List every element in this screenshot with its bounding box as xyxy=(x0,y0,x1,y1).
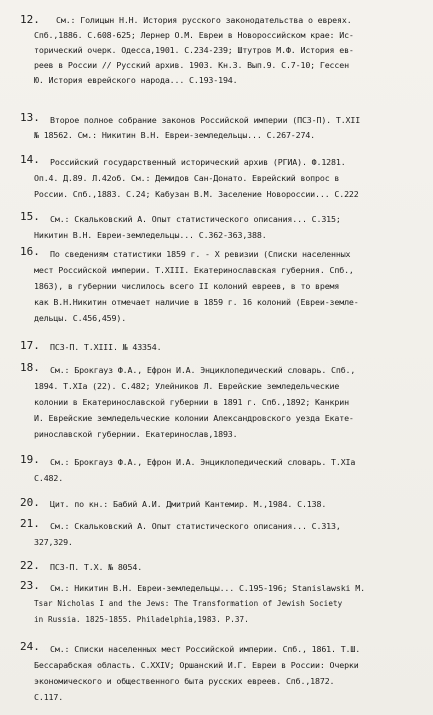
footnote-line: ПСЗ-П. Т.X. № 8054. xyxy=(50,562,143,572)
footnote-number: 12. xyxy=(20,13,40,26)
footnote-line: № 18562. См.: Никитин В.Н. Евреи-земледельцы... С.267-274. xyxy=(34,130,316,140)
footnote-line: См.: Скальковский А. Опыт статистического описания... С.313, xyxy=(50,521,341,531)
footnote-line: мест Российской империи. Т.XIII. Екатеринославская губерния. Спб., xyxy=(34,265,354,275)
footnote-line: России. Спб.,1883. С.24; Кабузан В.М. Заселение Новороссии... С.222 xyxy=(34,189,359,199)
footnote-line: реев в России // Русский архив. 1903. Кн.3. Вып.9. С.7-10; Гессен xyxy=(34,60,349,70)
footnote-line: 327,329. xyxy=(34,537,73,547)
footnote-number: 15. xyxy=(20,210,40,223)
footnote-line: ринославской губернии. Екатеринослав,1893. xyxy=(34,429,238,439)
footnote-line: колонии в Екатеринославской губернии в 1891 г. Спб.,1892; Канкрин xyxy=(34,397,349,407)
footnote-number: 24. xyxy=(20,640,40,653)
footnote-number: 16. xyxy=(20,245,40,258)
footnote-number: 19. xyxy=(20,453,40,466)
footnote-line: Никитин В.Н. Евреи-земледельцы... С.362-363,388. xyxy=(34,230,267,240)
footnote-line: Tsar Nicholas I and the Jews: The Transformation of Jewish Society xyxy=(34,599,343,608)
footnote-line: 1894. Т.XIa (22). С.482; Улейников Л. Еврейские земледельческие xyxy=(34,381,340,391)
footnote-line: Второе полное собрание законов Российской империи (ПСЗ-П). Т.XII xyxy=(50,115,361,125)
footnote-line: См.: Брокгауз Ф.А., Ефрон И.А. Энциклопедический словарь. Спб., xyxy=(50,365,356,375)
footnote-number: 22. xyxy=(20,559,40,572)
footnote-number: 23. xyxy=(20,579,40,592)
footnote-line: Оп.4. Д.89. Л.42об. См.: Демидов Сан-Донато. Еврейский вопрос в xyxy=(34,173,340,183)
footnote-line: См.: Списки населенных мест Российской империи. Спб., 1861. Т.Ш. xyxy=(50,644,361,654)
footnote-line: С.482. xyxy=(34,473,64,483)
footnote-line: Бессарабская область. С.XXIV; Оршанский И.Г. Евреи в России: Очерки xyxy=(34,660,359,670)
footnote-line: См.: Скальковский А. Опыт статистического описания... С.315; xyxy=(50,214,341,224)
footnote-line: С.117. xyxy=(34,692,64,702)
footnote-line: торический очерк. Одесса,1901. С.234-239; Штутров М.Ф. История ев- xyxy=(34,45,354,55)
footnote-line: ПСЗ-П. Т.XIII. № 43354. xyxy=(50,342,162,352)
footnote-line: как В.Н.Никитин отмечает наличие в 1859 г. 16 колоний (Евреи-земле- xyxy=(34,297,359,307)
footnote-number: 13. xyxy=(20,111,40,124)
footnote-line: См.: Голицын Н.Н. История русского законодательства о евреях. xyxy=(56,15,352,25)
footnote-line: И. Еврейские земледельческие колонии Александровского уезда Екате- xyxy=(34,413,354,423)
footnote-line: Спб.,1886. С.608-625; Лернер О.М. Евреи в Новороссийском крае: Ис- xyxy=(34,30,354,40)
footnote-line: Ю. История еврейского народа... С.193-194. xyxy=(34,75,238,85)
footnote-line: экономического и общественного быта русских евреев. Спб.,1872. xyxy=(34,676,335,686)
footnote-line: По сведениям статистики 1859 г. - X ревизии (Списки населенных xyxy=(50,249,351,259)
footnote-line: Российский государственный исторический архив (РГИА). Ф.1281. xyxy=(50,157,346,167)
footnote-number: 14. xyxy=(20,153,40,166)
footnote-line: Цит. по кн.: Бабий А.И. Дмитрий Кантемир. М.,1984. С.138. xyxy=(50,499,327,509)
footnote-line: дельцы. С.456,459). xyxy=(34,313,127,323)
footnote-number: 17. xyxy=(20,339,40,352)
footnote-line: См.: Брокгауз Ф.А., Ефрон И.А. Энциклопедический словарь. Т.XIa xyxy=(50,457,356,467)
footnote-number: 20. xyxy=(20,496,40,509)
footnote-line: 1863), в губернии числилось всего II колоний евреев, в то время xyxy=(34,281,340,291)
footnote-line: См.: Никитин В.Н. Евреи-земледельцы... С.195-196; Stanislawski M. xyxy=(50,583,365,593)
footnote-number: 21. xyxy=(20,517,40,530)
footnote-number: 18. xyxy=(20,361,40,374)
footnote-line: in Russia. 1825-1855. Philadelphia,1983. P.37. xyxy=(34,615,249,624)
